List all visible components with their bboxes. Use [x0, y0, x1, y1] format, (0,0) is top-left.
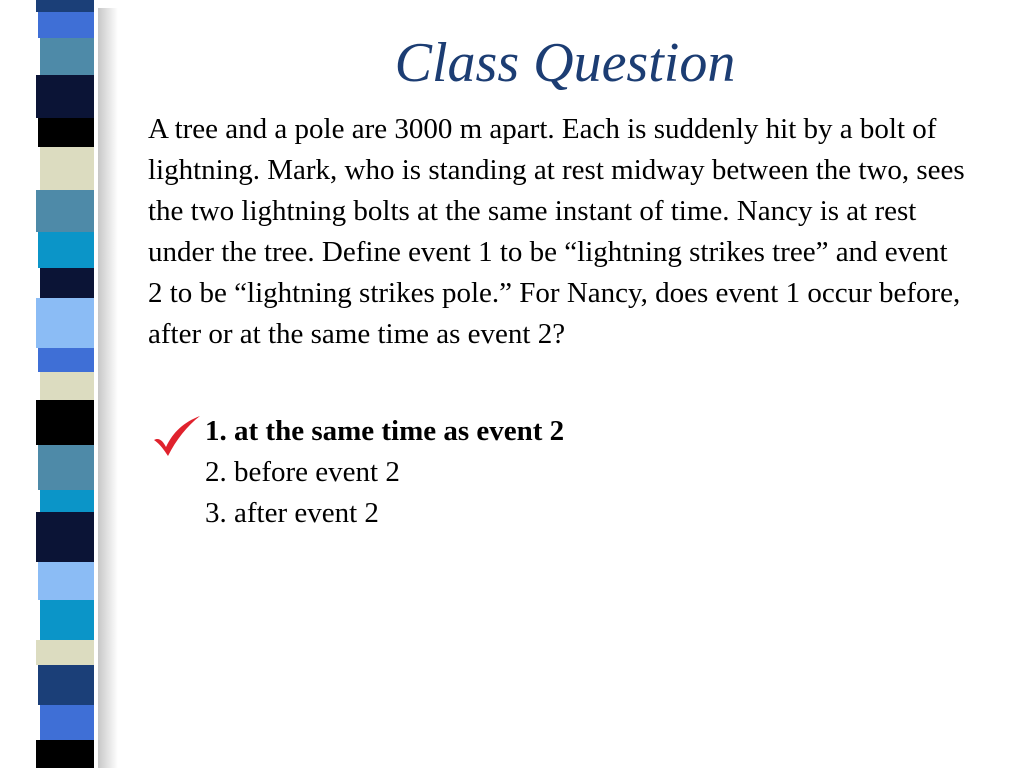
stripe-band [38, 445, 94, 490]
stripe-band [40, 147, 94, 190]
answer-list [150, 411, 850, 534]
answer-option-2 [150, 452, 850, 493]
answer-option-1 [150, 411, 850, 452]
stripe-band [38, 562, 94, 600]
decorative-stripe-column [28, 0, 108, 768]
stripe-band [38, 12, 94, 38]
stripe-band [38, 118, 94, 147]
stripe-band [40, 268, 94, 298]
stripe-band [38, 665, 94, 705]
stripe-band [36, 75, 94, 118]
stripe-band [36, 640, 94, 665]
stripe-band [36, 512, 94, 562]
stripe-band [40, 372, 94, 400]
stripe-band [40, 600, 94, 640]
answer-option-3-label: 3. after event 2 [205, 497, 379, 529]
stripe-band [36, 400, 94, 445]
stripe-band [40, 705, 94, 740]
stripe-band [38, 348, 94, 372]
stripe-band [36, 298, 94, 348]
answer-option-2-label: 2. before event 2 [205, 456, 400, 488]
stripe-band [40, 490, 94, 512]
stripe-band [38, 232, 94, 268]
stripe-band [36, 0, 94, 12]
stripe-band [36, 190, 94, 232]
answer-option-3 [150, 493, 850, 534]
slide-title: Class Question [394, 32, 736, 94]
stripe-band [40, 38, 94, 75]
question-text: A tree and a pole are 3000 m apart. Each is suddenly hit by a bolt of lightning. Mark, who is standing at rest midway between the two, sees the two lightning bolts at the same instant of time. Nancy is at rest under the tree. Define event 1 to be “lightning strikes tree” and event 2 to be “lightning strikes pole.” For Nancy, does event 1 occur before, after or at the same time as event 2? [148, 113, 965, 350]
stripe-band [36, 740, 94, 768]
answer-option-1-label: 1. at the same time as event 2 [205, 415, 565, 447]
